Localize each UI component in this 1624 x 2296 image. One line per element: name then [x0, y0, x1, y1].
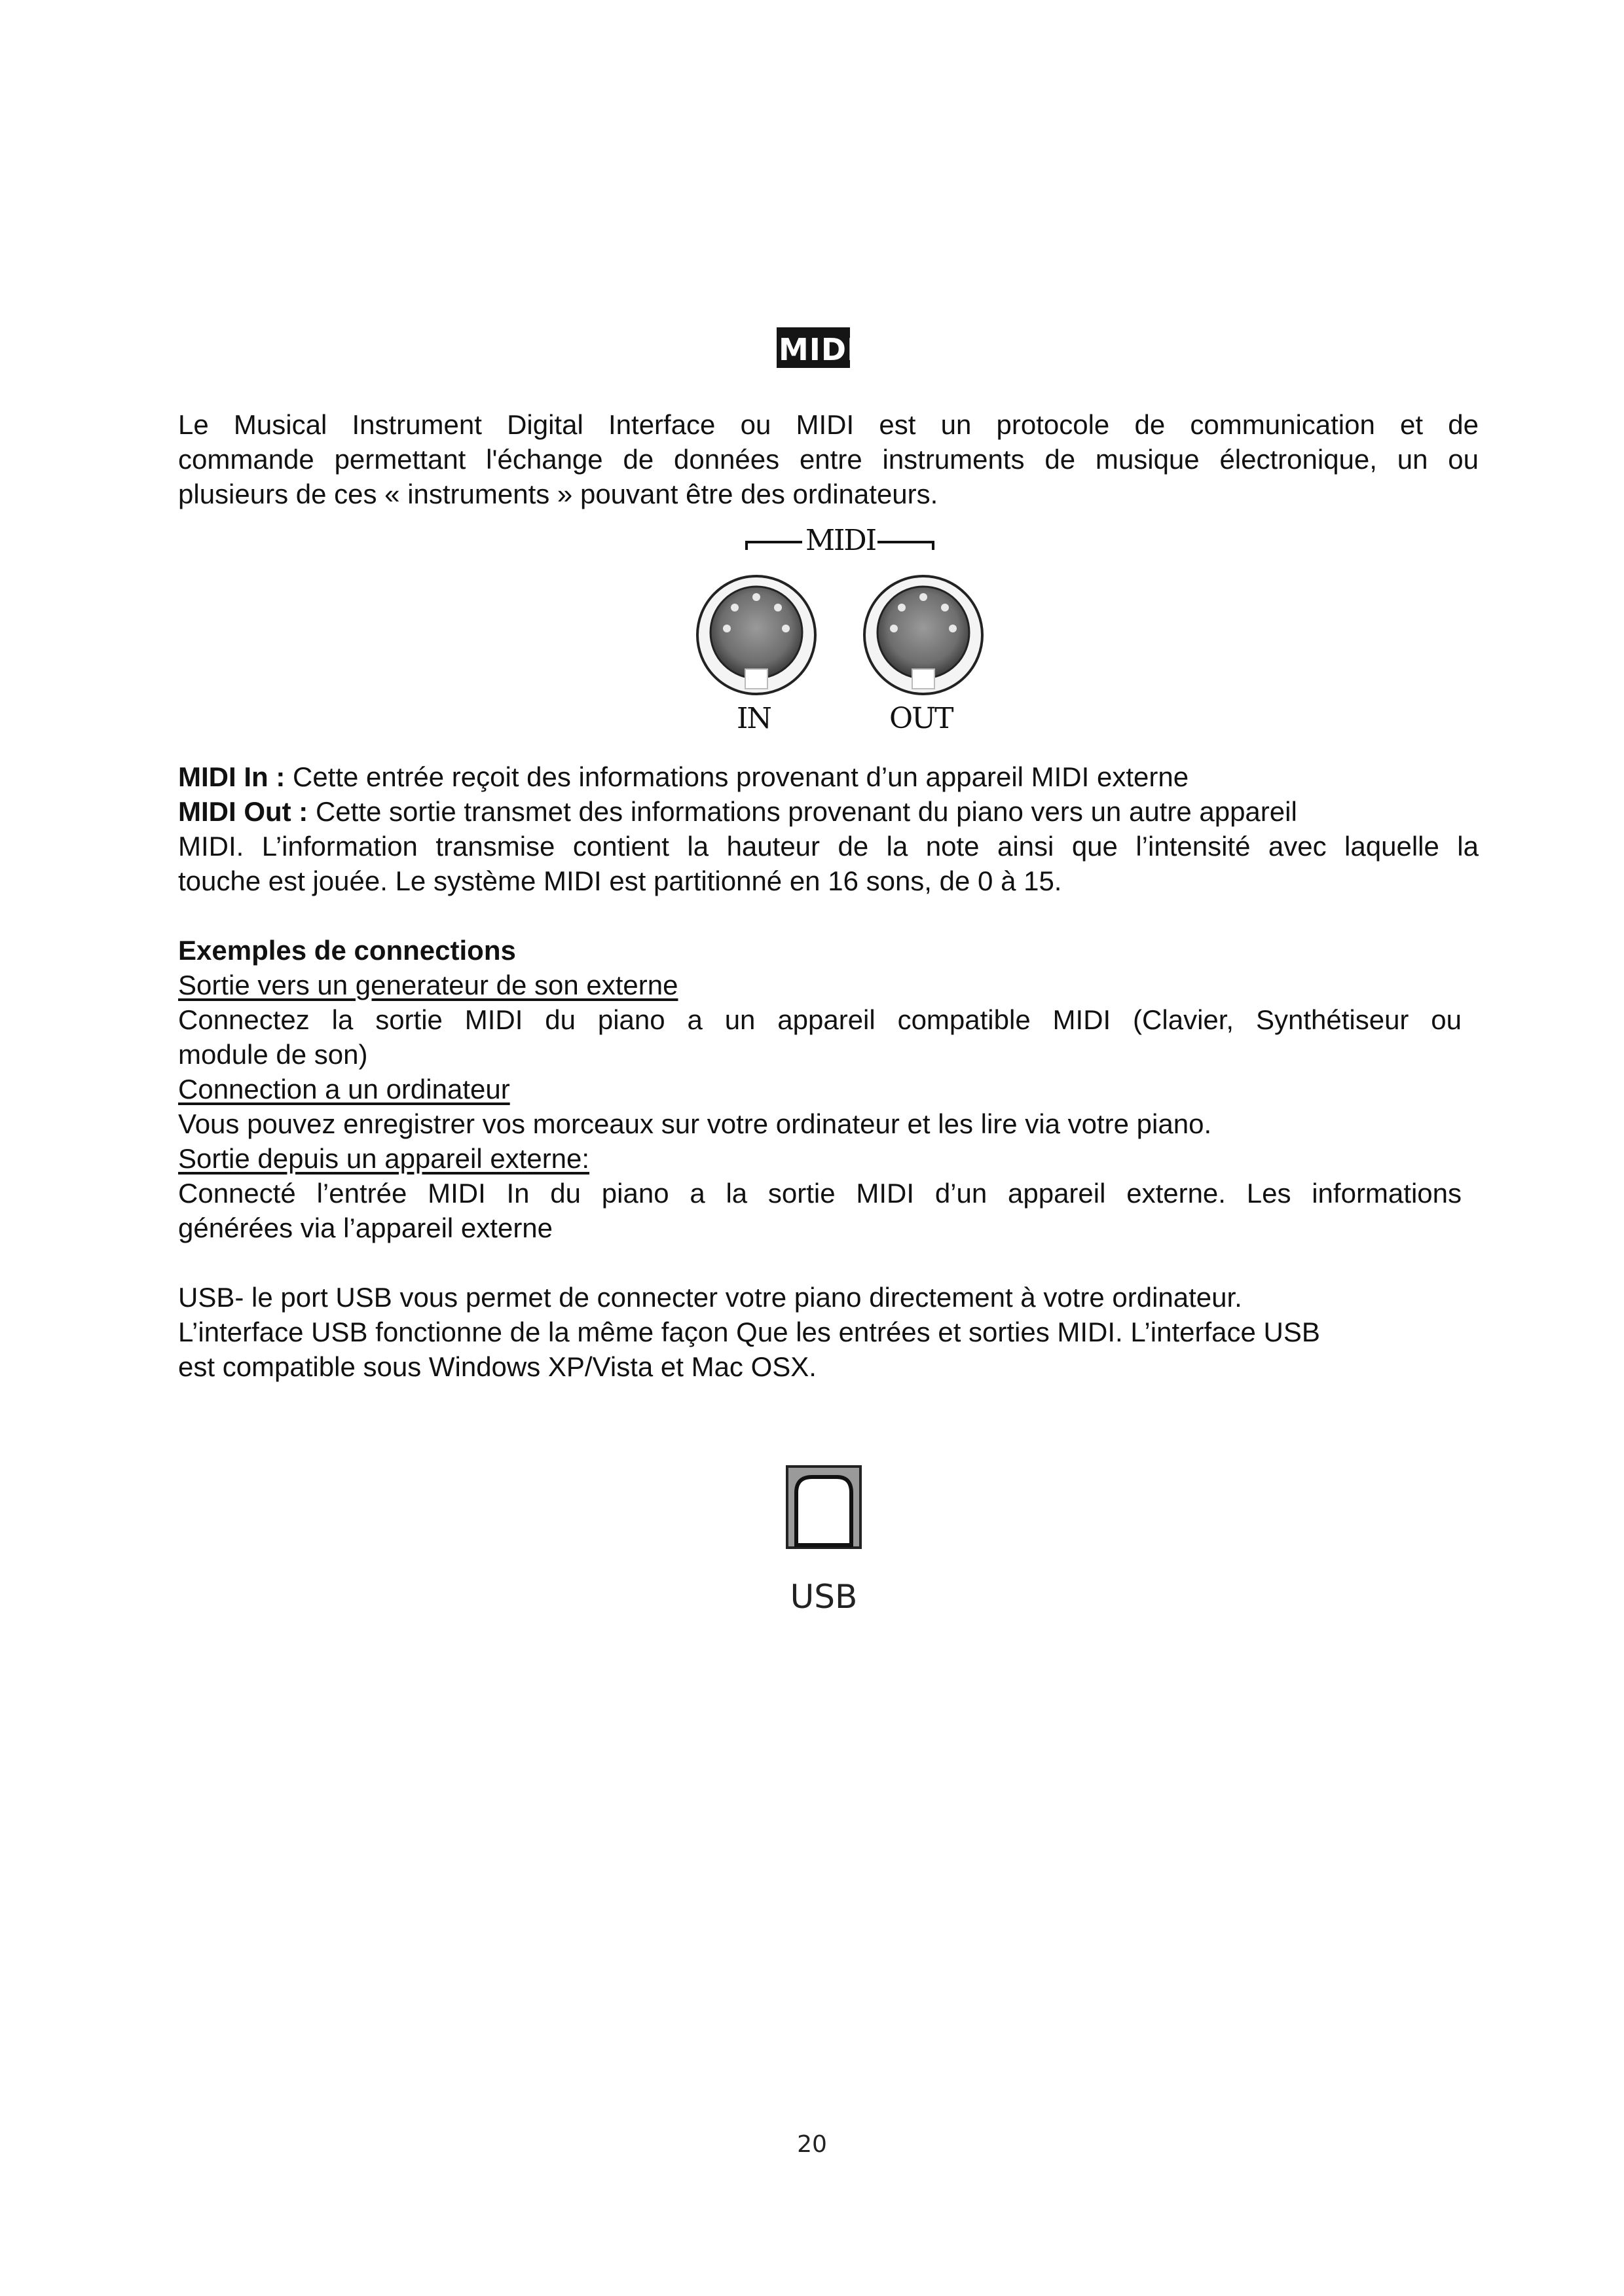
midi-group-label: MIDI	[805, 524, 876, 557]
usb-label: USB	[790, 1578, 858, 1616]
example-1-title: Sortie vers un generateur de son externe	[178, 970, 678, 1000]
midi-out-line-3: touche est jouée. Le système MIDI est partitionné en 16 sons, de 0 à 15.	[178, 866, 1062, 896]
usb-line-3: est compatible sous Windows XP/Vista et Mac OSX.	[178, 1351, 817, 1382]
midi-in-text: Cette entrée reçoit des informations provenant d’un appareil MIDI externe	[285, 761, 1189, 792]
examples-heading: Exemples de connections	[178, 935, 516, 966]
midi-out-description	[178, 794, 1479, 829]
page-number: 20	[797, 2131, 827, 2158]
example-2-line-1: Vous pouvez enregistrer vos morceaux sur votre ordinateur et les lire via votre piano.	[178, 1108, 1212, 1139]
example-3-line-1: Connecté l’entrée MIDI In du piano a la sortie MIDI d’un appareil externe. Les informations	[178, 1178, 1462, 1209]
example-1-line-2: module de son)	[178, 1039, 368, 1070]
page-title: MIDI	[777, 327, 850, 368]
usb-line-1: USB- le port USB vous permet de connecter votre piano directement à votre ordinateur.	[178, 1282, 1242, 1313]
midi-in-connector-icon	[697, 576, 815, 694]
usb-line-2: L’interface USB fonctionne de la même façon Que les entrées et sorties MIDI. L’interface USB	[178, 1317, 1320, 1347]
example-1-line-1: Connectez la sortie MIDI du piano a un appareil compatible MIDI (Clavier, Synthétiseur ou	[178, 1004, 1462, 1035]
midi-connectors-figure	[681, 524, 995, 746]
midi-out-text: Cette sortie transmet des informations provenant du piano vers un autre appareil	[308, 796, 1297, 827]
midi-in-description	[178, 759, 1479, 794]
usb-port-figure	[784, 1464, 863, 1550]
midi-out-term: MIDI Out :	[178, 796, 308, 827]
intro-line-1: Le Musical Instrument Digital Interface ou MIDI est un protocole de communication et de	[178, 409, 1479, 440]
intro-line-3: plusieurs de ces « instruments » pouvant être des ordinateurs.	[178, 479, 938, 509]
intro-line-2: commande permettant l'échange de données entre instruments de musique électronique, un ou	[178, 444, 1479, 475]
usb-port-icon	[784, 1464, 863, 1550]
midi-in-term: MIDI In :	[178, 761, 286, 792]
midi-out-label: OUT	[889, 702, 953, 735]
example-2-title: Connection a un ordinateur	[178, 1074, 510, 1104]
midi-out-connector-icon	[864, 576, 982, 694]
example-3-title: Sortie depuis un appareil externe:	[178, 1143, 590, 1174]
example-3-line-2: générées via l’appareil externe	[178, 1212, 553, 1243]
midi-out-line-2: MIDI. L’information transmise contient la hauteur de la note ainsi que l’intensité avec laquelle la	[178, 831, 1479, 862]
midi-in-label: IN	[737, 702, 771, 735]
